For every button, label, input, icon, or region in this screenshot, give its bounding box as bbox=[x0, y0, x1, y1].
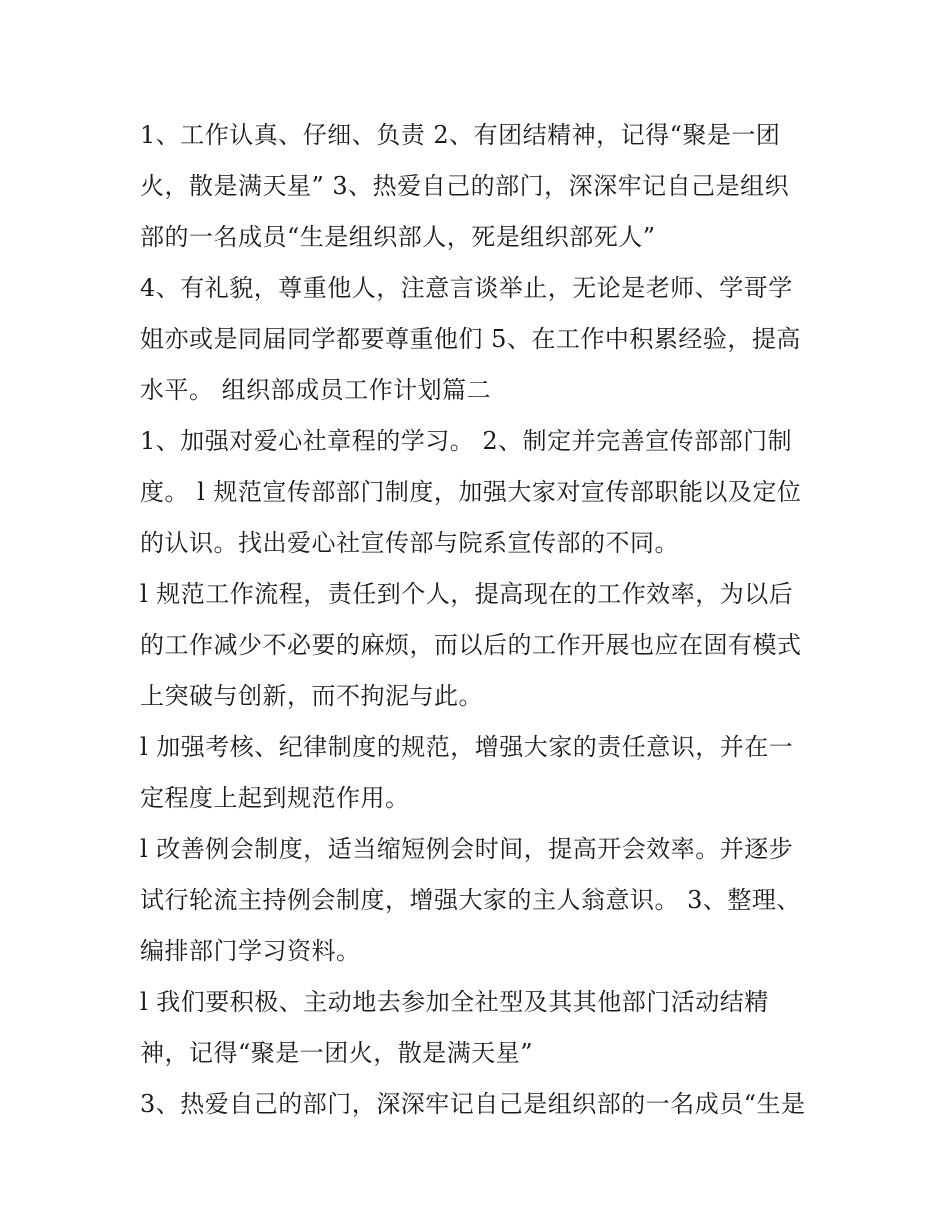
text-line: 1、加强对爱心社章程的学习。 2、制定并完善宣传部部门制 bbox=[140, 427, 793, 455]
text-line: 3、热爱自己的部门，深深牢记自己是组织部的一名成员“生是 bbox=[140, 1090, 806, 1118]
text-line: 的工作减少不必要的麻烦，而以后的工作开展也应在固有模式 bbox=[140, 631, 802, 659]
text-line: l 规范工作流程，责任到个人，提高现在的工作效率，为以后 bbox=[140, 580, 794, 608]
text-line: 4、有礼貌，尊重他人，注意言谈举止，无论是老师、学哥学 bbox=[140, 274, 793, 302]
text-line: 1、工作认真、仔细、负责 2、有团结精神，记得“聚是一团 bbox=[140, 121, 781, 149]
text-line: 上突破与创新，而不拘泥与此。 bbox=[140, 682, 483, 710]
document-body bbox=[140, 110, 830, 1130]
text-line: 姐亦或是同届同学都要尊重他们 5、在工作中积累经验，提高 bbox=[140, 325, 801, 353]
text-line: l 我们要积极、主动地去参加全社型及其其他部门活动结精 bbox=[140, 988, 769, 1016]
text-line: 部的一名成员“生是组织部人，死是组织部死人” bbox=[140, 223, 656, 251]
text-line: l 改善例会制度，适当缩短例会时间，提高开会效率。并逐步 bbox=[140, 835, 794, 863]
text-line: 编排部门学习资料。 bbox=[140, 937, 361, 965]
text-line: 火，散是满天星” 3、热爱自己的部门，深深牢记自己是组织 bbox=[140, 172, 790, 200]
text-line: 神，记得“聚是一团火，散是满天星” bbox=[140, 1039, 534, 1067]
text-line: l 加强考核、纪律制度的规范，增强大家的责任意识，并在一 bbox=[140, 733, 794, 761]
text-line: 的认识。找出爱心社宣传部与院系宣传部的不同。 bbox=[140, 529, 679, 557]
text-line: 水平。 组织部成员工作计划篇二 bbox=[140, 376, 492, 404]
text-line: 试行轮流主持例会制度，增强大家的主人翁意识。 3、整理、 bbox=[140, 886, 801, 914]
text-line: 度。 l 规范宣传部部门制度，加强大家对宣传部职能以及定位 bbox=[140, 478, 802, 506]
text-line: 定程度上起到规范作用。 bbox=[140, 784, 410, 812]
